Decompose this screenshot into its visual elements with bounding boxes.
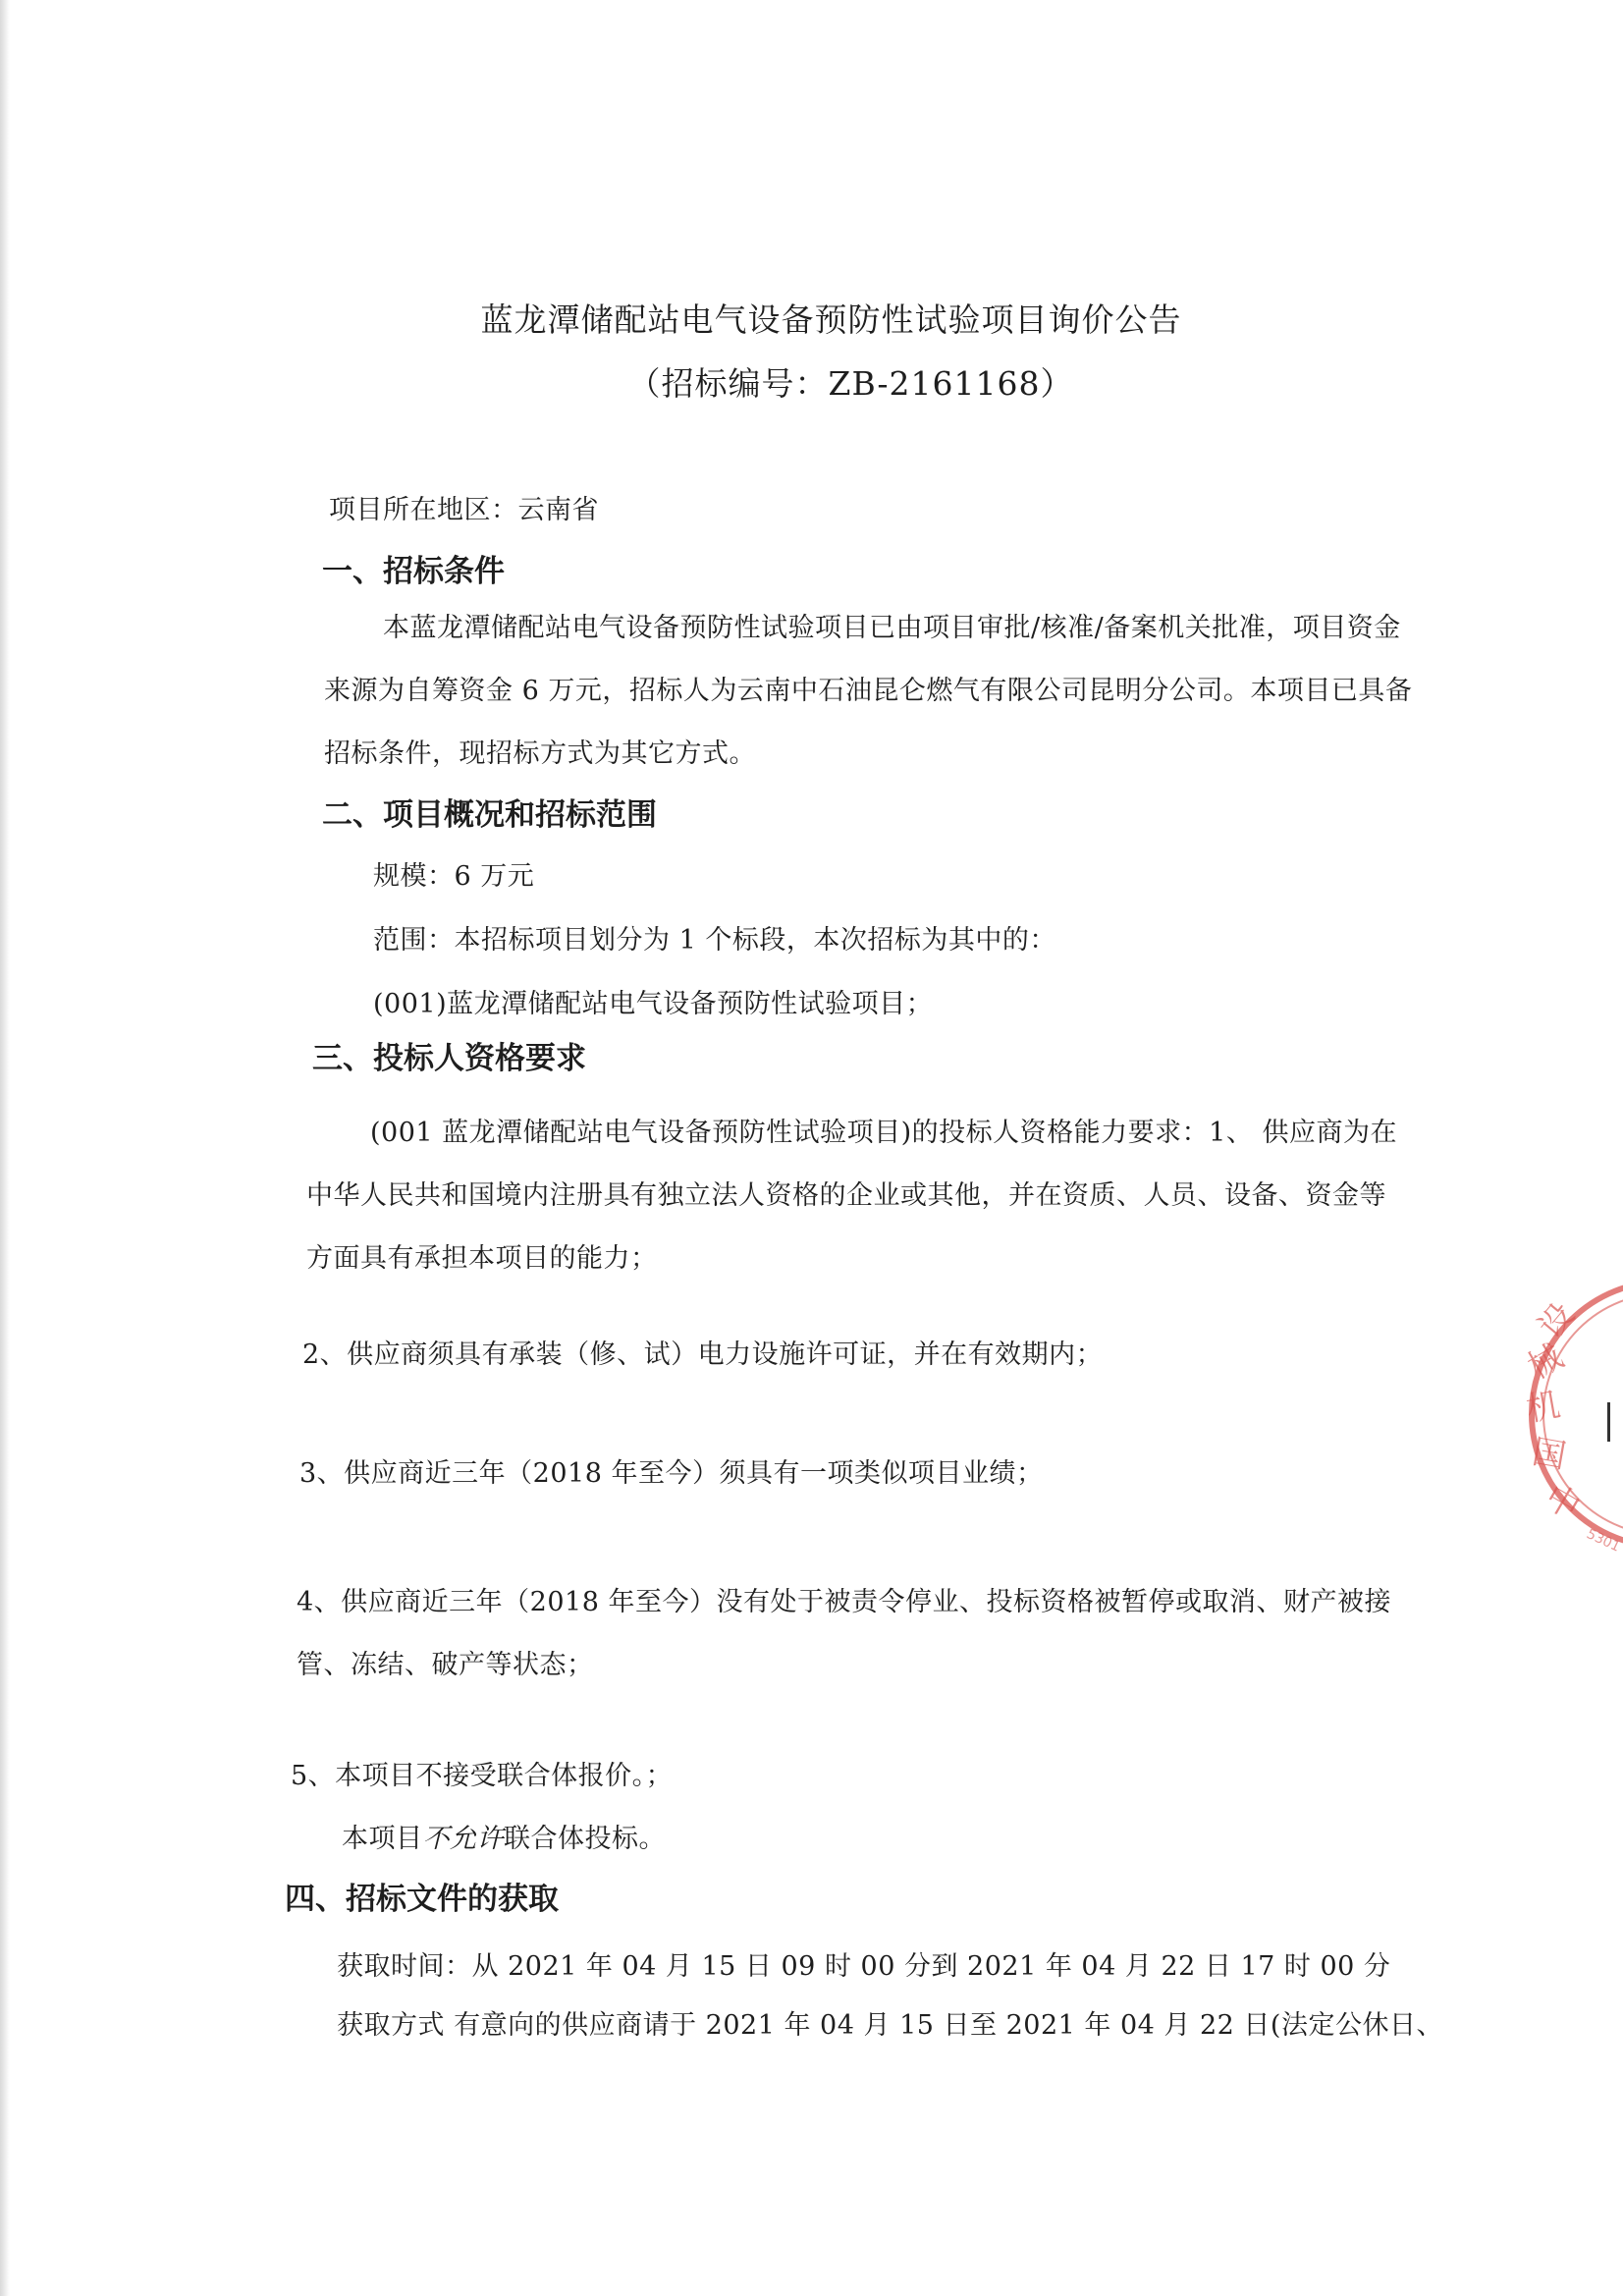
document-acquisition-time: 获取时间：从 2021 年 04 月 15 日 09 时 00 分到 2021 年 04 月 22 日 17 时 00 分	[337, 1951, 1391, 1982]
document-title: 蓝龙潭储配站电气设备预防性试验项目询价公告	[480, 301, 1182, 339]
section-1-line: 招标条件，现招标方式为其它方式。	[324, 738, 756, 769]
svg-text:械: 械	[1521, 1337, 1570, 1388]
project-scope: 范围：本招标项目划分为 1 个标段，本次招标为其中的：	[373, 925, 1056, 956]
tender-number: （招标编号：ZB-2161168）	[627, 364, 1074, 403]
consortium-note-post: 联合体投标。	[504, 1824, 666, 1854]
requirement-4-line: 管、冻结、破产等状态；	[297, 1650, 594, 1680]
document-acquisition-method: 获取方式 有意向的供应商请于 2021 年 04 月 15 日至 2021 年 04 月 22 日(法定公休日、	[337, 2010, 1443, 2041]
section-4-heading: 四、招标文件的获取	[285, 1882, 559, 1917]
section-1-body	[324, 597, 1412, 786]
consortium-note-pre: 本项目	[342, 1824, 423, 1854]
project-scale: 规模：6 万元	[373, 861, 535, 892]
section-2-heading: 二、项目概况和招标范围	[322, 797, 657, 833]
requirement-1-line: 中华人民共和国境内注册具有独立法人资格的企业或其他，并在资质、人员、设备、资金等	[306, 1180, 1386, 1211]
requirement-1-line: (001 蓝龙潭储配站电气设备预防性试验项目)的投标人资格能力要求：1、 供应商为在	[370, 1118, 1397, 1148]
consortium-note	[342, 1817, 666, 1855]
svg-text:国: 国	[1529, 1432, 1569, 1477]
svg-text:机: 机	[1523, 1385, 1564, 1430]
svg-text:中: 中	[1538, 1477, 1587, 1528]
requirement-1-line: 方面具有承担本项目的能力；	[306, 1243, 658, 1274]
requirement-2: 2、供应商须具有承装（修、试）电力设施许可证，并在有效期内；	[302, 1339, 1104, 1370]
project-region: 项目所在地区：云南省	[329, 495, 599, 525]
requirement-5: 5、本项目不接受联合体报价。；	[291, 1761, 674, 1791]
requirement-4-line: 4、供应商近三年（2018 年至今）没有处于被责令停业、投标资格被暂停或取消、财产被接	[297, 1587, 1391, 1617]
svg-text:设: 设	[1531, 1295, 1583, 1346]
section-1-heading: 一、招标条件	[322, 554, 505, 589]
section-3-heading: 三、投标人资格要求	[312, 1041, 586, 1076]
section-1-line: 来源为自筹资金 6 万元，招标人为云南中石油昆仑燃气有限公司昆明分公司。本项目已具备	[324, 676, 1413, 706]
requirement-4	[297, 1571, 1391, 1697]
scan-margin-mark	[1607, 1402, 1610, 1442]
project-lot: (001)蓝龙潭储配站电气设备预防性试验项目；	[373, 989, 934, 1019]
consortium-note-handwritten: 不允许	[422, 1824, 504, 1854]
svg-text:5301: 5301	[1584, 1526, 1623, 1556]
scan-edge-shadow	[0, 0, 10, 2296]
section-1-line: 本蓝龙潭储配站电气设备预防性试验项目已由项目审批/核准/备案机关批准，项目资金	[383, 613, 1401, 643]
requirement-1	[306, 1102, 1397, 1290]
requirement-3: 3、供应商近三年（2018 年至今）须具有一项类似项目业绩；	[299, 1458, 1044, 1489]
